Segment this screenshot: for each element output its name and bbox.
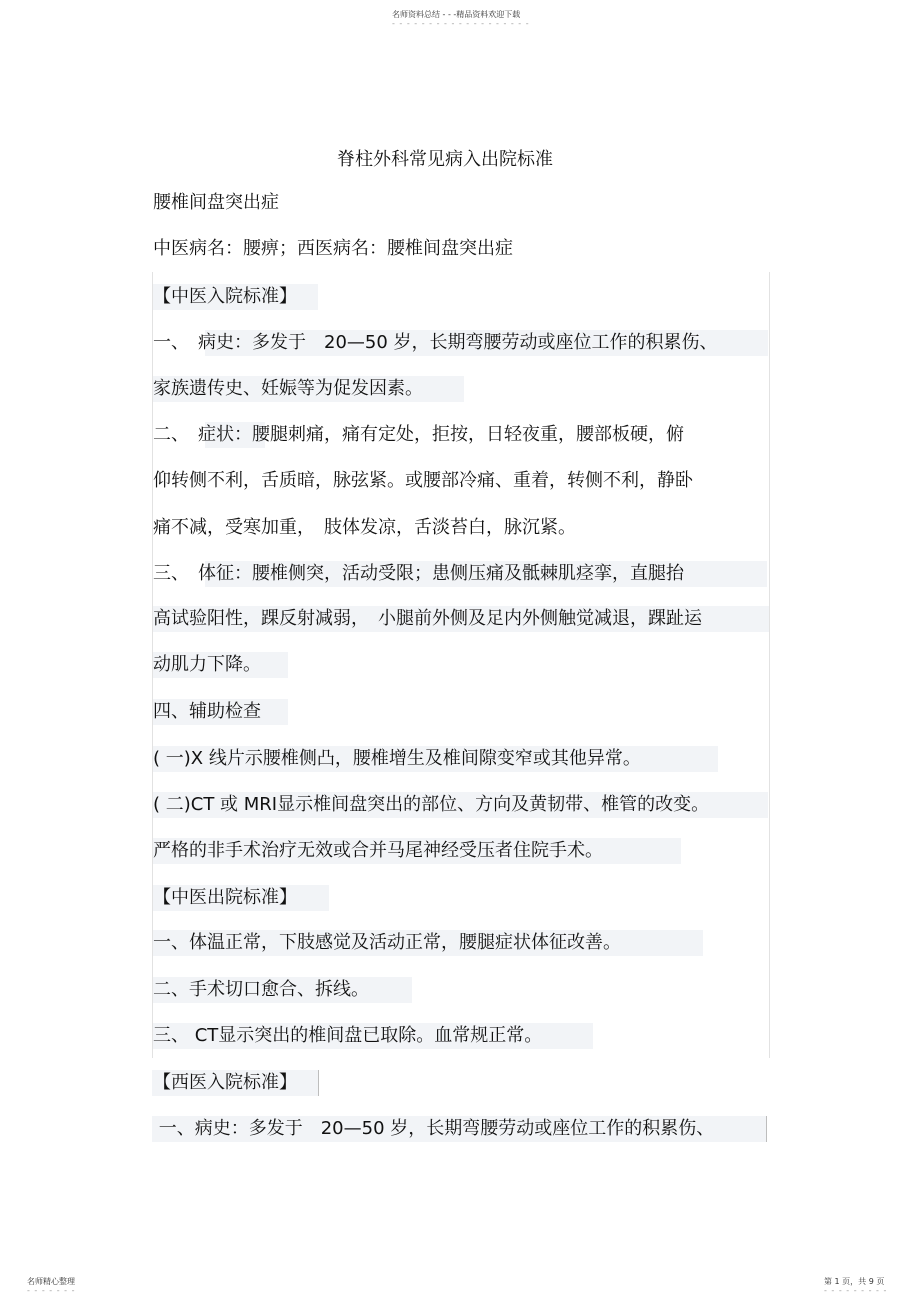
footer-left-dots: - - - - - - - <box>27 1286 76 1295</box>
paragraph-line: ( 二)CT 或 MRI显示椎间盘突出的部位、方向及黄韧带、椎管的改变。 <box>153 794 710 815</box>
paragraph-line: 一、 病史：多发于 20—50 岁，长期弯腰劳动或座位工作的积累伤、 <box>153 332 718 353</box>
line-edge-line <box>766 1116 767 1142</box>
section-heading-tcm-admission: 【中医入院标准】 <box>153 286 297 307</box>
paragraph-line: 动肌力下降。 <box>153 654 261 675</box>
section-heading-wm-admission: 【西医入院标准】 <box>153 1072 297 1093</box>
footer-left: 名师精心整理 <box>27 1277 75 1286</box>
page-number: 第 1 页，共 9 页 <box>824 1277 885 1286</box>
right-border-line <box>769 272 770 1058</box>
disease-names: 中医病名：腰痹；西医病名：腰椎间盘突出症 <box>153 238 513 259</box>
page-header: 名师资料总结 - - -精品资料欢迎下载 <box>392 10 521 19</box>
paragraph-line: 二、 症状：腰腿刺痛，痛有定处，拒按，日轻夜重，腰部板硬，俯 <box>153 424 684 445</box>
paragraph-line: 高试验阳性，踝反射减弱， 小腿前外侧及足内外侧触觉减退，踝趾运 <box>153 608 702 629</box>
section-heading-tcm-discharge: 【中医出院标准】 <box>153 887 297 908</box>
document-title: 脊柱外科常见病入出院标准 <box>337 149 553 170</box>
paragraph-line: 三、 体征：腰椎侧突，活动受限；患侧压痛及骶棘肌痉挛，直腿抬 <box>153 563 684 584</box>
paragraph-line: 三、 CT显示突出的椎间盘已取除。血常规正常。 <box>153 1025 543 1046</box>
paragraph-line: 家族遗传史、妊娠等为促发因素。 <box>153 378 423 399</box>
paragraph-line: ( 一)X 线片示腰椎侧凸，腰椎增生及椎间隙变窄或其他异常。 <box>153 748 641 769</box>
paragraph-line: 四、辅助检查 <box>153 701 261 722</box>
paragraph-line: 二、手术切口愈合、拆线。 <box>153 979 369 1000</box>
disease-heading: 腰椎间盘突出症 <box>153 192 279 213</box>
paragraph-line: 严格的非手术治疗无效或合并马尾神经受压者住院手术。 <box>153 840 603 861</box>
paragraph-line: 仰转侧不利，舌质暗，脉弦紧。或腰部冷痛、重着，转侧不利，静卧 <box>153 470 693 491</box>
header-dots: - - - - - - - - - - - - - - - - - - - <box>392 19 530 28</box>
paragraph-line: 一、病史：多发于 20—50 岁，长期弯腰劳动或座位工作的积累伤、 <box>153 1118 715 1139</box>
heading-edge-line <box>318 1070 319 1096</box>
paragraph-line: 一、体温正常，下肢感觉及活动正常，腰腿症状体征改善。 <box>153 932 621 953</box>
footer-right-dots: - - - - - - - - - <box>824 1286 888 1295</box>
paragraph-line: 痛不减，受寒加重， 肢体发凉，舌淡苔白，脉沉紧。 <box>153 517 576 538</box>
